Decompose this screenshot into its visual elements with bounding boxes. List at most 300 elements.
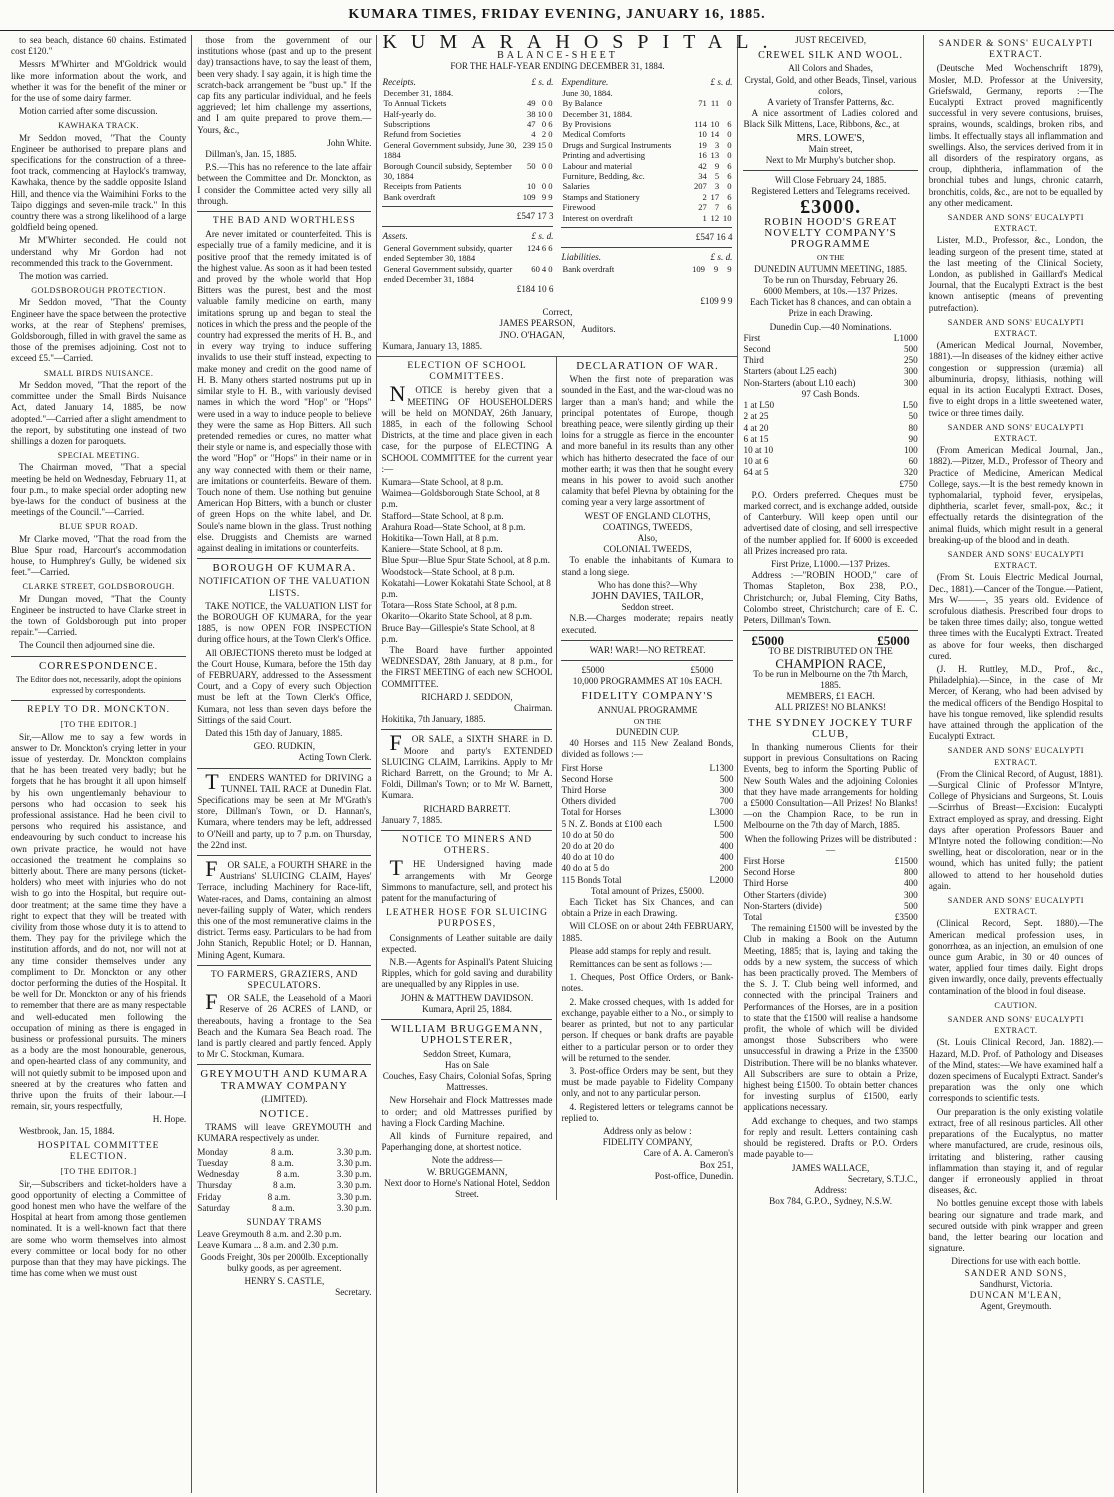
row-pounds: 10 xyxy=(698,129,707,140)
row-pounds: 34 xyxy=(698,171,707,182)
divider xyxy=(561,640,733,641)
item-value: 320 xyxy=(903,467,918,478)
ad-body: 40 Horses and 115 New Zealand Bonds, divided as follows :— xyxy=(561,738,734,760)
ad-body: THE Undersigned having made arrangements with Mr George Simmons to manufacture, sell, and protect his patent for the manufacturing of xyxy=(381,855,553,904)
ad-body: Remittances can be sent as follows :— xyxy=(569,959,712,970)
schedule-time: 8 a.m. xyxy=(271,1157,294,1168)
ad-heading: NOTICE TO MINERS AND OTHERS. xyxy=(401,835,533,857)
table-row xyxy=(382,140,553,161)
ad-subheading: (LIMITED). xyxy=(261,1093,308,1104)
ad-date: Hokitika, 7th January, 1885. xyxy=(381,714,486,725)
paragraph: those from the government of our institutions whose (past and up to the present day) transactions have, to say the least of them, been very shady. I say again, it is high time the scratch-back arrangement be "bust up." If the cap fits any particular individual, and he feels aggrieved; let him challenge my assertions, and I am quite prepared to prove them.—Yours, &c., xyxy=(197,35,372,135)
list-item xyxy=(561,807,733,818)
ad-line: JOHN DAVIES, TAILOR, xyxy=(591,590,704,602)
paragraph: The Chairman moved, "That a special meeting be held on Wednesday, February 11, at four p.m., to make special order adopting new bye-laws for the conduct of business at the meetings of the Council."—Carried. xyxy=(11,462,187,518)
list-item xyxy=(743,355,917,366)
ad-body: (American Medical Journal, November, 1881).—In diseases of the kidney either active congestion or suppression (uræmia) all albuminuria, dropsy, lithiasis, nothing will equal in its action Eucalypti Extract. Doses, five to eight drops in a little sweetened water, twice or three times daily. xyxy=(928,340,1103,418)
item-value: 200 xyxy=(719,863,734,874)
item-label: 115 Bonds Total xyxy=(561,874,622,885)
ad-heading: SANDER AND SONS' EUCALYPTI EXTRACT. xyxy=(947,1015,1084,1036)
row-pounds: 109 xyxy=(522,191,536,202)
row-label: Bank overdraft xyxy=(383,191,436,202)
signature-title: Secretary. xyxy=(335,1287,372,1298)
ad-heading: FIDELITY COMPANY'S xyxy=(581,690,714,703)
prize-total: £3500 xyxy=(894,912,918,923)
item-label: Second Horse xyxy=(561,773,613,784)
item-value: L500 xyxy=(714,818,734,829)
item-label: Second Horse xyxy=(743,867,795,878)
schedule-time: 3.30 p.m. xyxy=(336,1191,372,1202)
item-label: Third xyxy=(743,355,764,366)
prize-amount: £5000 xyxy=(751,633,784,649)
item-value: L1000 xyxy=(893,332,918,343)
row-pence xyxy=(547,88,553,98)
ad-body: Lister, M.D., Professor, &c., London, the leading surgeon of the present time, stated at the last meeting of the Clinical Society, London, as published in Gaillard's Medical Journal, that the Eucalypti Extract is the best known antiseptic (means of preventing putrefaction). xyxy=(928,235,1103,313)
prize-total: £750 xyxy=(899,478,918,489)
ad-line: Post-office, Dunedin. xyxy=(654,1170,734,1181)
ad-line: DUNEDIN AUTUMN MEETING, 1885. xyxy=(754,263,908,274)
item-value: 80 xyxy=(908,422,918,433)
ad-heading: SANDER AND SONS' EUCALYPTI EXTRACT. xyxy=(947,896,1084,917)
ad-subheading: NOTIFICATION OF THE VALUATION LISTS. xyxy=(198,577,371,599)
balance-sheet-date: Kumara, January 13, 1885. xyxy=(382,340,482,351)
table-row xyxy=(382,98,553,108)
ad-body: FOR SALE, a FOURTH SHARE in the Austrians' SLUICING CLAIM, Hayes' Terrace, including Machinery for Race-lift, Water-races, and Dams, containing an almost never-failing supply of Water, which renders this one of the most remunerative claims in the district. Terms easy. Particulars to be had from John Stanich, Republic Hotel; or D. Hannan, Mining Agent, Kumara. xyxy=(197,856,372,960)
prize-list xyxy=(743,856,917,912)
schedule-time: 8 a.m. xyxy=(276,1169,300,1180)
item-label: 20 do at 20 do xyxy=(561,841,615,852)
schedule-time: 3.30 p.m. xyxy=(336,1169,372,1180)
letter-signature: John White. xyxy=(327,137,372,148)
item-label: First xyxy=(743,332,761,343)
item-label: 40 do at 5 do xyxy=(561,863,610,874)
divider xyxy=(381,830,552,831)
letter-subheading: [TO THE EDITOR.] xyxy=(60,1167,137,1177)
editor-note: The Editor does not, necessarily, adopt the opinions expressed by correspondents. xyxy=(15,674,182,695)
divider xyxy=(197,558,371,559)
signature: RICHARD J. SEDDON, xyxy=(421,691,513,702)
row-pence: 0 xyxy=(727,98,732,109)
letter-subheading: [TO THE EDITOR.] xyxy=(60,720,137,730)
ad-body: (St. Louis Clinical Record, Jan. 1882).—Hazard, M.D. Prof. of Pathology and Diseases of the Mind, states:—We have examined half a dozen specimens of Eucalypti Extract. Sander's preparation was the only one which corresponds to scientific tests. xyxy=(928,1037,1103,1104)
school-item: Blue Spur—Blue Spur State School, at 8 p.m. xyxy=(381,555,550,566)
item-label: 64 at 5 xyxy=(743,467,769,478)
divider xyxy=(11,700,186,701)
item-label: Total for Horses xyxy=(561,807,622,818)
ad-body: NOTICE is hereby given that a MEETING OF HOUSEHOLDERS will be held on MONDAY, 26th January, 1885, in each of the following School Districts, at the time and place given in each case, for the purpose of ELECTING A SCHOOL COMMITTEE for the current year :— xyxy=(381,381,553,474)
ad-body: The remaining £1500 will be invested by the Club in making a Book on the Autumn Meeting, 1885; that is, laying and taking the odds by a new system, the success of which has been practically proved. The Members of the S. J. T. Club being well informed, and connected with the principal Trainers and Performances of the Horses, are in a position to state that the £1500 will realise a handsome profit, the whole of which will be divided amongst those Subscribers who were unsuccessful in drawing a Prize in the £3500 Distribution. There will be no blanks whatever. All Subscribers are sure to obtain a Prize, highest being £1500. To obtain better chances for investing surplus of £1500, early applications necessary. xyxy=(743,923,918,1113)
column-1 xyxy=(6,35,192,1493)
ad-body: Dated this 15th day of January, 1885. xyxy=(205,727,343,738)
ad-body: TRAMS will leave GREYMOUTH and KUMARA respectively as under. xyxy=(197,1122,372,1144)
row-shillings: 15 xyxy=(537,139,547,150)
item-label: Non-Starters (divide) xyxy=(743,900,822,911)
letter-body: Sir,—Subscribers and ticket-holders have a good opportunity of electing a Committee of good honest men who have the welfare of the Hospital at heart from among those gentlemen nominated. It is a well-known fact that there are some who worm themselves into almost every committee or local body for no other purpose than that they may have pickings. The time has come when we must oust xyxy=(11,1178,187,1279)
list-item xyxy=(743,344,917,355)
row-label: Labour and material xyxy=(562,160,633,171)
liabilities-table xyxy=(561,264,732,274)
row-shillings: 0 xyxy=(541,181,547,192)
schedule-line: Leave Kumara ... 8 a.m. and 2.30 p.m. xyxy=(197,1240,339,1251)
ad-line: DUNEDIN CUP. xyxy=(615,727,680,738)
section-heading: CORRESPONDENCE. xyxy=(39,659,159,672)
row-shillings: 3 xyxy=(714,139,720,150)
signature-title: Chairman. xyxy=(513,703,553,714)
subheading: BLUE SPUR ROAD. xyxy=(59,522,138,532)
list-item xyxy=(561,785,733,796)
prize-amount: £5000 xyxy=(581,665,605,675)
item-value: 500 xyxy=(719,773,734,784)
schedule-day: Wednesday xyxy=(197,1169,240,1180)
list-item xyxy=(743,445,917,456)
list-item xyxy=(743,901,917,912)
ad-body: In thanking numerous Clients for their support in previous Consultations on Racing Events, beg to inform the Sporting Public of New South Wales and the adjoining Colonies that they have made arrangements for holding a £5000 Consultation—All Prizes! No Blanks!—on the Champion Race, to be run in Melbourne on the 7th day of March, 1885. xyxy=(743,741,918,831)
item-label: Third Horse xyxy=(743,878,789,889)
row-pounds: 47 xyxy=(527,119,536,130)
table-row xyxy=(382,109,553,119)
table-row xyxy=(561,88,732,98)
row-pounds: 49 xyxy=(527,98,536,109)
ad-body: Please add stamps for reply and result. xyxy=(569,945,712,956)
paragraph: Mr Seddon moved, "That the report of the committee under the Small Birds Nuisance Act, dated January 14, 1885, be now adopted."—Carried after a slight amendment to the report, by substituting one instead of two shillings a dozen for paroquets. xyxy=(11,379,187,446)
row-pence: 10 xyxy=(722,212,732,223)
paragraph: Mr Seddon moved, "That the County Engineer have the space between the protective works, at the rear of Stephens' premises, Goldsborough, filled in with gravel the same as those of the premises adjoining. Cost not to exceed £5."—Carried. xyxy=(11,297,187,364)
ad-body: FOR SALE, a SIXTH SHARE in D. Moore and party's EXTENDED SLUICING CLAIM, Larrikins. Apply to Mr Richard Barrett, on the Ground; to Mr A. Foldi, Dillman's Town; or to Mr W. Barnett, Kumara. xyxy=(381,730,553,801)
row-label: General Government subsidy, quarter ended December 31, 1884 xyxy=(383,263,513,284)
item-label: Starters (about L25 each) xyxy=(743,366,837,377)
subheading: SMALL BIRDS NUISANCE. xyxy=(43,368,154,378)
ad-heading: ROBIN HOOD'S GREAT NOVELTY COMPANY'S PROGRAMME xyxy=(764,215,898,251)
row-shillings: 10 xyxy=(710,119,720,130)
prize-list xyxy=(743,333,917,389)
table-row xyxy=(382,243,553,264)
schools-list xyxy=(381,477,552,645)
lsd-label: £ s. d. xyxy=(531,231,554,242)
row-pence: 0 xyxy=(727,181,732,192)
school-item: Totara—Ross State School, at 8 p.m. xyxy=(381,600,518,611)
ad-body: No bottles genuine except those with labels bearing our signature and trade mark, and secured outside with pink wrapper and green band, the letter bearing our location and signature. xyxy=(928,1198,1103,1254)
table-row xyxy=(561,119,732,129)
item-label: 2 at 25 xyxy=(743,411,769,422)
ad-line: Next door to Horne's National Hotel, Seddon Street. xyxy=(384,1177,550,1199)
postscript: P.S.—This has no reference to the late affair between the Committee and Dr. Monckton, as I consider the Committee acted very silly all through. xyxy=(197,162,372,206)
row-pence: 0 xyxy=(727,139,732,150)
row-shillings: 4 xyxy=(541,263,547,274)
item-label: First Horse xyxy=(743,856,785,867)
signature: JOHN & MATTHEW DAVIDSON. xyxy=(400,992,534,1003)
school-item: Kaniere—State School, at 8 p.m. xyxy=(381,544,503,555)
row-pounds: 10 xyxy=(527,181,536,192)
row-pence xyxy=(720,109,732,119)
row-shillings: 2 xyxy=(541,129,547,140)
item-value: £1500 xyxy=(894,856,918,867)
row-pence: 0 xyxy=(548,98,553,109)
schedule-day: Saturday xyxy=(197,1202,230,1213)
item-label: 6 at 15 xyxy=(743,433,769,444)
ad-body: All kinds of Furniture repaired, and Paperhanging done, at shortest notice. xyxy=(381,1130,553,1153)
row-shillings: 6 xyxy=(541,242,547,253)
ad-body: 1. Cheques, Post Office Orders, or Bank-notes. xyxy=(561,972,734,994)
signature: GEO. RUDKIN, xyxy=(253,741,316,752)
row-shillings: 0 xyxy=(541,98,547,109)
ad-body: Address :—"ROBIN HOOD," care of Thomas Stapleton, Box 238, P.O., Christchurch; or, Jubal Fleming, City Baths, Colombo street, Christchurch; care of E. C. Peters, Dillman's Town. xyxy=(743,570,918,625)
schedule-day: Monday xyxy=(197,1146,228,1157)
item-label: 1 at L50 xyxy=(743,400,775,411)
assets-table xyxy=(382,243,553,285)
schedule-row xyxy=(197,1158,371,1169)
row-label: Printing and advertising xyxy=(562,150,646,161)
ad-line: Registered Letters and Telegrams received. xyxy=(751,186,910,197)
list-item xyxy=(561,863,733,874)
row-pounds: 16 xyxy=(698,150,707,161)
letter-heading: HOSPITAL COMMITTEE ELECTION. xyxy=(37,1140,160,1163)
ad-line: Seddon street. xyxy=(621,602,674,613)
correct-label: Correct, xyxy=(542,307,573,318)
lsd-label: £ s. d. xyxy=(710,76,733,87)
ad-date: Kumara, April 25, 1884. xyxy=(422,1003,512,1014)
list-item xyxy=(561,774,733,785)
column-3 xyxy=(377,357,557,1200)
ad-line: Will Close February 24, 1885. xyxy=(774,175,887,186)
ad-line: Note the address— xyxy=(431,1155,503,1166)
row-shillings: 0 xyxy=(541,119,547,130)
row-pence: 0 xyxy=(548,181,553,192)
column-2 xyxy=(192,35,377,1493)
list-item xyxy=(743,423,917,434)
list-item xyxy=(561,852,733,863)
row-label: December 31, 1884. xyxy=(383,87,454,98)
row-pence: 6 xyxy=(727,171,732,182)
row-pounds: 4 xyxy=(531,129,536,140)
item-value: 100 xyxy=(903,444,918,455)
list-item xyxy=(561,841,733,852)
table-row xyxy=(561,202,732,212)
table-row xyxy=(561,171,732,181)
ad-heading: WILLIAM BRUGGEMANN, UPHOLSTERER, xyxy=(390,1023,544,1047)
ad-line: COLONIAL TWEEDS, xyxy=(603,544,692,555)
signature-title: Acting Town Clerk. xyxy=(298,752,372,763)
ad-body: Are never imitated or counterfeited. This is especially true of a family medicine, and it is positive proof that the remedy imitated is of the highest value. As soon as it had been tested and proved by the whole world that Hop Bitters was the purest, best and the most valuable family medicine on earth, many imitations sprung up and began to steal the notices in which the press and the people of the country had expressed the merits of H. B., and in every way trying to induce suffering invalids to use their stuff instead, expecting to make money and credit on the good name of H. B. Many others started nostrums put up in similar style to H. B., with variously devised names in which the word "Hop" or "Hops" were used in a way to induce people to believe they were the same as Hop Bitters. All such pretended remedies or cures, no matter what their style or name is, and especially those with the word "Hop" or "Hops" in their name or in any way connected with them or their name, are imitations or counterfeits. Beware of them. Touch none of them. Use nothing but genuine American Hop Bitters, with a bunch or cluster of green Hops on the white label, and Dr. Soule's name blown in the glass. Trust nothing else. Druggists and Chemists are warned against dealing in imitations or counterfeits. xyxy=(197,229,372,553)
list-item xyxy=(743,890,917,901)
divider xyxy=(197,965,371,966)
item-label: 10 at 6 xyxy=(743,456,769,467)
row-pounds xyxy=(522,88,537,98)
ad-heading: SANDER AND SONS' EUCALYPTI EXTRACT. xyxy=(947,746,1084,767)
ad-line: 6000 Members, at 10s.—137 Prizes. xyxy=(763,286,898,297)
table-row xyxy=(382,119,553,129)
item-value: L2000 xyxy=(709,874,734,885)
item-value: 500 xyxy=(903,900,918,911)
ad-line: To be run in Melbourne on the 7th March, 1885. xyxy=(753,668,908,690)
row-pence: 0 xyxy=(727,150,732,161)
tram-schedule xyxy=(197,1147,371,1214)
row-label: Refund from Societies xyxy=(383,129,461,140)
table-row xyxy=(382,88,553,98)
ad-heading: THE BAD AND WORTHLESS xyxy=(212,216,356,227)
prize-list xyxy=(561,763,733,819)
row-pence: 0 xyxy=(548,160,553,171)
item-value: L3000 xyxy=(709,807,734,818)
divider xyxy=(561,660,733,661)
letter-body: Sir,—Allow me to say a few words in answer to Dr. Monckton's crying letter in your issue of yesterday. Dr. Monckton complains that he has been treated very badly; but he forgets that he has brought it all upon himself by his own ungentlemanly behaviour to persons who had occasion to seek his professional assistance. Had he been civil to persons who required his assistance, and endeavouring by such conduct to increase his own private practice, he would not have occasioned the treatment he complains so bitterly about. There are many persons (ticket-holders) who meet with injuries who do not wish to go into the Hospital, but require out-door treatment; at the same time they have a right to expect that they will be treated with civility from those whose duty it is to attend to them. They pay for the privilege which the institution affords, and do not, nor will not at any time consider themselves under any compliment to Dr. Monckton or any other doctor performing the duties of the Hospital. It be well for Dr. Monckton or any of his friends to remember that there are as many respectable and well-educated men following the occupation of mining as there is engaged in business or professional pursuits. The miners as a body are the most honourable, generous, and open-hearted class of any community, and will not quietly submit to be imposed upon and sneered at by the creatures who fatten and thrive upon the fruits of their labour.—I remain, sir, yours respectfully, xyxy=(11,731,187,1112)
ad-body: P.O. Orders preferred. Cheques must be marked correct, and is exchange added, outside of Canterbury. Will keep open until our advertised date of closing, and sell irrespective of the number applied for. If 6000 is exceeded all Prizes increased pro rata. xyxy=(743,489,918,556)
list-item xyxy=(743,400,917,411)
divider xyxy=(197,768,371,769)
row-label: Subscriptions xyxy=(383,119,431,130)
schedule-time: 8 a.m. xyxy=(271,1202,295,1213)
row-pence xyxy=(720,88,732,98)
row-shillings: 14 xyxy=(710,129,720,140)
table-row xyxy=(561,109,732,119)
item-value: 500 xyxy=(719,829,734,840)
row-pounds xyxy=(691,88,708,98)
row-label: Receipts from Patients xyxy=(383,181,462,192)
auditors-label: Auditors. xyxy=(581,323,616,334)
row-pounds: 2 xyxy=(702,191,707,202)
schedule-row xyxy=(197,1180,371,1191)
schedule-time: 3.30 p.m. xyxy=(336,1202,372,1213)
ad-line: Who has done this?—Why xyxy=(597,579,698,590)
row-label: Firewood xyxy=(562,202,596,213)
list-item xyxy=(561,830,733,841)
row-label: June 30, 1884. xyxy=(562,87,613,98)
row-label: Furniture, Bedding, &c. xyxy=(562,171,645,182)
ad-line: Has on Sale xyxy=(445,1059,489,1070)
column-6 xyxy=(924,35,1108,1493)
row-shillings: 10 xyxy=(537,108,547,119)
ad-line: Box 251, xyxy=(699,1159,734,1170)
schedule-time: 8 a.m. xyxy=(267,1191,291,1202)
item-label: 4 at 20 xyxy=(743,422,769,433)
row-shillings: 7 xyxy=(714,202,720,213)
row-pounds: 19 xyxy=(698,139,707,150)
table-row xyxy=(561,161,732,171)
divider xyxy=(381,1019,552,1020)
row-shillings: 17 xyxy=(710,191,720,202)
row-pence: 6 xyxy=(548,242,553,253)
row-pounds: 1 xyxy=(702,212,707,223)
receipts-table xyxy=(382,88,553,202)
schedule-row xyxy=(197,1203,371,1214)
ad-big-amount: £3000. xyxy=(800,195,862,218)
receipts-label: Receipts. xyxy=(382,76,416,87)
item-value: 300 xyxy=(903,377,918,388)
table-row xyxy=(382,161,553,182)
ad-line: All Colors and Shades, xyxy=(788,63,873,74)
ad-body: (From American Medical Journal, Jan., 1882).—Pitzer, M.D., Professor of Theory and Practice of Medicine, American Medical College, says.—It is the best remedy known in typhomalarial, typhoid fever, erysipelas, diphtheria, scarlet fever, small-pox, &c.; it effectually retards the disintegration of the animal fluids, which might result in a general breaking-up of the blood and in death. xyxy=(928,445,1103,545)
ad-line: JUST RECEIVED, xyxy=(795,35,866,45)
ad-heading: THE SYDNEY JOCKEY TURF CLUB, xyxy=(747,716,914,740)
school-item: Kumara—State School, at 8 p.m. xyxy=(381,476,504,487)
ad-line: TO BE DISTRIBUTED ON THE xyxy=(768,646,893,657)
table-row xyxy=(382,181,553,191)
ad-heading: CAUTION. xyxy=(994,1000,1038,1010)
row-pounds: 42 xyxy=(698,160,707,171)
row-pence: 0 xyxy=(548,263,553,274)
row-pounds: 60 xyxy=(531,263,540,274)
ad-heading: SANDER AND SONS' EUCALYPTI EXTRACT. xyxy=(947,317,1084,339)
list-item xyxy=(561,875,733,886)
ad-line: Crystal, Gold, and other Beads, Tinsel, various colors, xyxy=(744,74,917,96)
ad-line: Box 784, G.P.O., Sydney, N.S.W. xyxy=(769,1196,893,1207)
expenditure-table xyxy=(561,88,732,223)
item-value: 800 xyxy=(903,867,918,878)
item-value: 90 xyxy=(908,433,918,444)
ad-body: Couches, Easy Chairs, Colonial Sofas, Spring Mattresses. xyxy=(382,1070,552,1093)
item-label: 10 do at 50 do xyxy=(561,829,615,840)
row-shillings: 13 xyxy=(710,150,720,161)
list-item xyxy=(743,467,917,478)
ad-line: MRS. LOWE'S, xyxy=(796,132,865,144)
signature-title: Secretary, S.T.J.C., xyxy=(847,1173,918,1184)
item-value: L50 xyxy=(902,400,918,411)
row-label: General Government subsidy, June 30, 1884 xyxy=(383,139,517,161)
ad-heading: NOTICE. xyxy=(259,1108,310,1121)
schedule-time: 8 a.m. xyxy=(270,1146,294,1157)
assets-total: £184 10 6 xyxy=(516,284,554,295)
ad-line: Total amount of Prizes, £5000. xyxy=(590,885,705,896)
item-value: 700 xyxy=(719,796,734,807)
paragraph: Mr Seddon moved, "That the County Engineer be authorised to prepare plans and specifications for the construction of a three-foot track, commencing at Haylock's tramway, Kawhaka, thence by the saddle opposite Island Hill, and thence via the Waimihini Forks to the Taipo diggings and seven-mile track." In this country there was a strong likelihood of a large goldfield being opened. xyxy=(11,132,187,233)
row-pence: 0 xyxy=(548,129,553,140)
letter-signature: H. Hope. xyxy=(152,1114,187,1125)
ad-line: Care of A. A. Cameron's xyxy=(643,1148,734,1159)
ad-heading: GREYMOUTH AND KUMARA TRAMWAY COMPANY xyxy=(200,1068,369,1092)
hospital-kumara: KUMARA xyxy=(382,31,556,53)
ad-body: (Deutsche Med Wochenschrift 1879), Mosler, M.D. Professor at the University, Griefswald, Germany, reports :—The Eucalypti Extract proved magnificently successful in very severe contusions, bruises, sprains, wounds, scaldings, broken ribs, and limbs. It effectually stays all inflammation and swellings. Also, the services derived from it in all disorders of the respiratory organs, as croup, diphtheria, inflammation of the bronchial tubes and lungs, chronic catarrh, bronchitis, colds, &c., are not to be equalled by any other medicament. xyxy=(928,63,1103,208)
subheading: KAWHAKA TRACK. xyxy=(58,121,140,131)
list-item xyxy=(561,819,733,830)
hospital-title: HOSPITAL. xyxy=(555,31,782,53)
ad-line: 10,000 PROGRAMMES AT 10s EACH. xyxy=(572,676,723,687)
row-pence: 9 xyxy=(548,191,553,202)
row-pence: 0 xyxy=(548,139,553,150)
auditor-name: JNO. O'HAGAN, xyxy=(499,329,565,340)
schedule-time: 3.30 p.m. xyxy=(336,1146,372,1157)
row-shillings xyxy=(537,88,548,98)
ad-body: Our preparation is the only existing volatile extract, free of all resinous particles. All other preparations of the Eucalyptus, no matter where manufactured, are crude, resinous oils, irritating and blistering, rather causing inflammation than staying it, and of regular danger if erroneously applied in throat diseases, &c. xyxy=(928,1106,1103,1196)
school-item: Okarito—Okarito State School, at 8 p.m. xyxy=(381,611,533,622)
row-pounds: 109 xyxy=(692,263,705,274)
letter-heading: REPLY TO DR. MONCKTON. xyxy=(27,705,171,716)
ad-line: Address only as below : xyxy=(603,1125,692,1136)
item-label: Other Starters (divide) xyxy=(743,889,827,900)
list-item xyxy=(743,434,917,445)
ad-line: 97 Cash Bonds. xyxy=(801,388,860,399)
row-pounds xyxy=(691,109,708,119)
item-value: 60 xyxy=(908,456,918,467)
subheading: CLARKE STREET, GOLDSBOROUGH. xyxy=(22,582,175,592)
row-pence: 6 xyxy=(727,160,732,171)
item-value: 500 xyxy=(903,344,918,355)
schedule-line: Leave Greymouth 8 a.m. and 2.30 p.m. xyxy=(197,1229,342,1240)
row-pence: 6 xyxy=(548,119,553,130)
school-item: Arahura Road—State School, at 8 p.m. xyxy=(381,521,526,532)
row-label: Medical Comforts xyxy=(562,129,626,140)
paragraph: to sea beach, distance 60 chains. Estimated cost £120." xyxy=(11,35,187,57)
ad-body: New Horsehair and Flock Mattresses made to order; and old Mattresses purified by having a Flock Carding Machine. xyxy=(381,1095,553,1128)
ad-heading: SANDER & SONS' EUCALYPTI EXTRACT. xyxy=(938,39,1094,61)
row-label: General Government subsidy, quarter ended September 30, 1884 xyxy=(383,242,513,264)
list-item xyxy=(743,411,917,422)
ad-line: Next to Mr Murphy's butcher shop. xyxy=(765,155,896,166)
schedule-time: 8 a.m. xyxy=(272,1180,296,1191)
ad-body: To enable the inhabitants of Kumara to stand a long siege. xyxy=(561,555,734,577)
ad-line: Directions for use with each bottle. xyxy=(951,1256,1081,1267)
row-shillings: 5 xyxy=(714,171,720,182)
row-pence: 6 xyxy=(727,191,732,202)
row-label: To Annual Tickets xyxy=(383,98,447,109)
